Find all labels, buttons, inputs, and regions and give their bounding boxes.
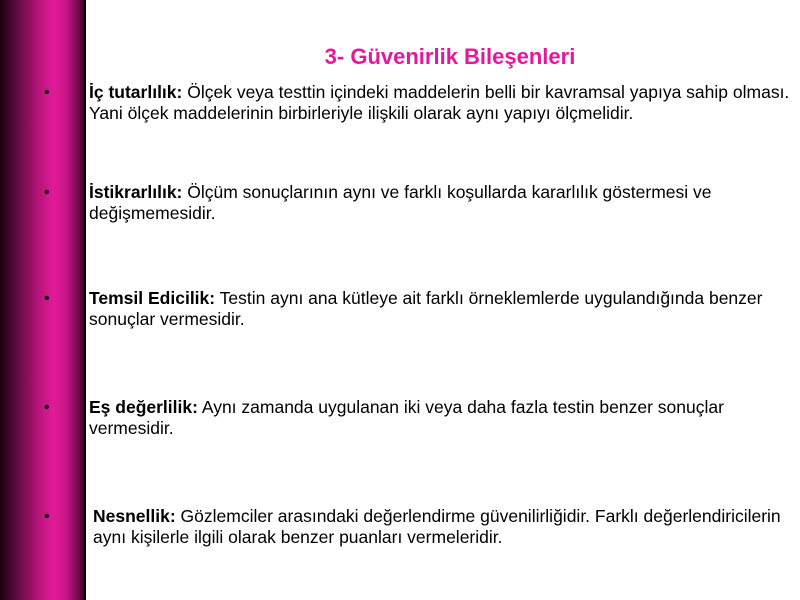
item-text	[93, 506, 794, 548]
bullet-icon: •	[44, 84, 50, 101]
item-description: Aynı zamanda uygulanan iki veya daha fazla testin benzer sonuçlar vermesidir.	[89, 397, 724, 438]
item-text	[89, 288, 794, 330]
item-text	[89, 182, 794, 224]
item-description: Ölçüm sonuçlarının aynı ve farklı koşullarda kararlılık göstermesi ve değişmemesidir.	[89, 182, 712, 223]
bullet-icon: •	[44, 290, 50, 307]
item-text	[89, 397, 794, 439]
bullet-icon: •	[44, 399, 50, 416]
slide-title: 3- Güvenirlik Bileşenleri	[324, 44, 576, 69]
bullet-icon: •	[44, 508, 50, 525]
item-description: Ölçek veya testtin içindeki maddelerin belli bir kavramsal yapıya sahip olması. Yani ölçek maddelerinin birbirleriyle ilişkili olarak aynı yapıyı ölçmelidir.	[89, 82, 790, 123]
item-description: Gözlemciler arasındaki değerlendirme güvenilirliğidir. Farklı değerlendiricilerin aynı kişilerle ilgili olarak benzer puanları vermeleridir.	[93, 506, 781, 547]
item-term: Nesnellik:	[93, 506, 176, 526]
item-term: İstikrarlılık:	[89, 182, 183, 202]
item-description: Testin aynı ana kütleye ait farklı örneklemlerde uygulandığında benzer sonuçlar vermesidir.	[89, 288, 763, 329]
item-term: Eş değerlilik:	[89, 397, 198, 417]
bullet-icon: •	[44, 184, 50, 201]
item-term: Temsil Edicilik:	[89, 288, 216, 308]
item-text	[89, 82, 794, 124]
item-term: İç tutarlılık:	[89, 82, 183, 102]
